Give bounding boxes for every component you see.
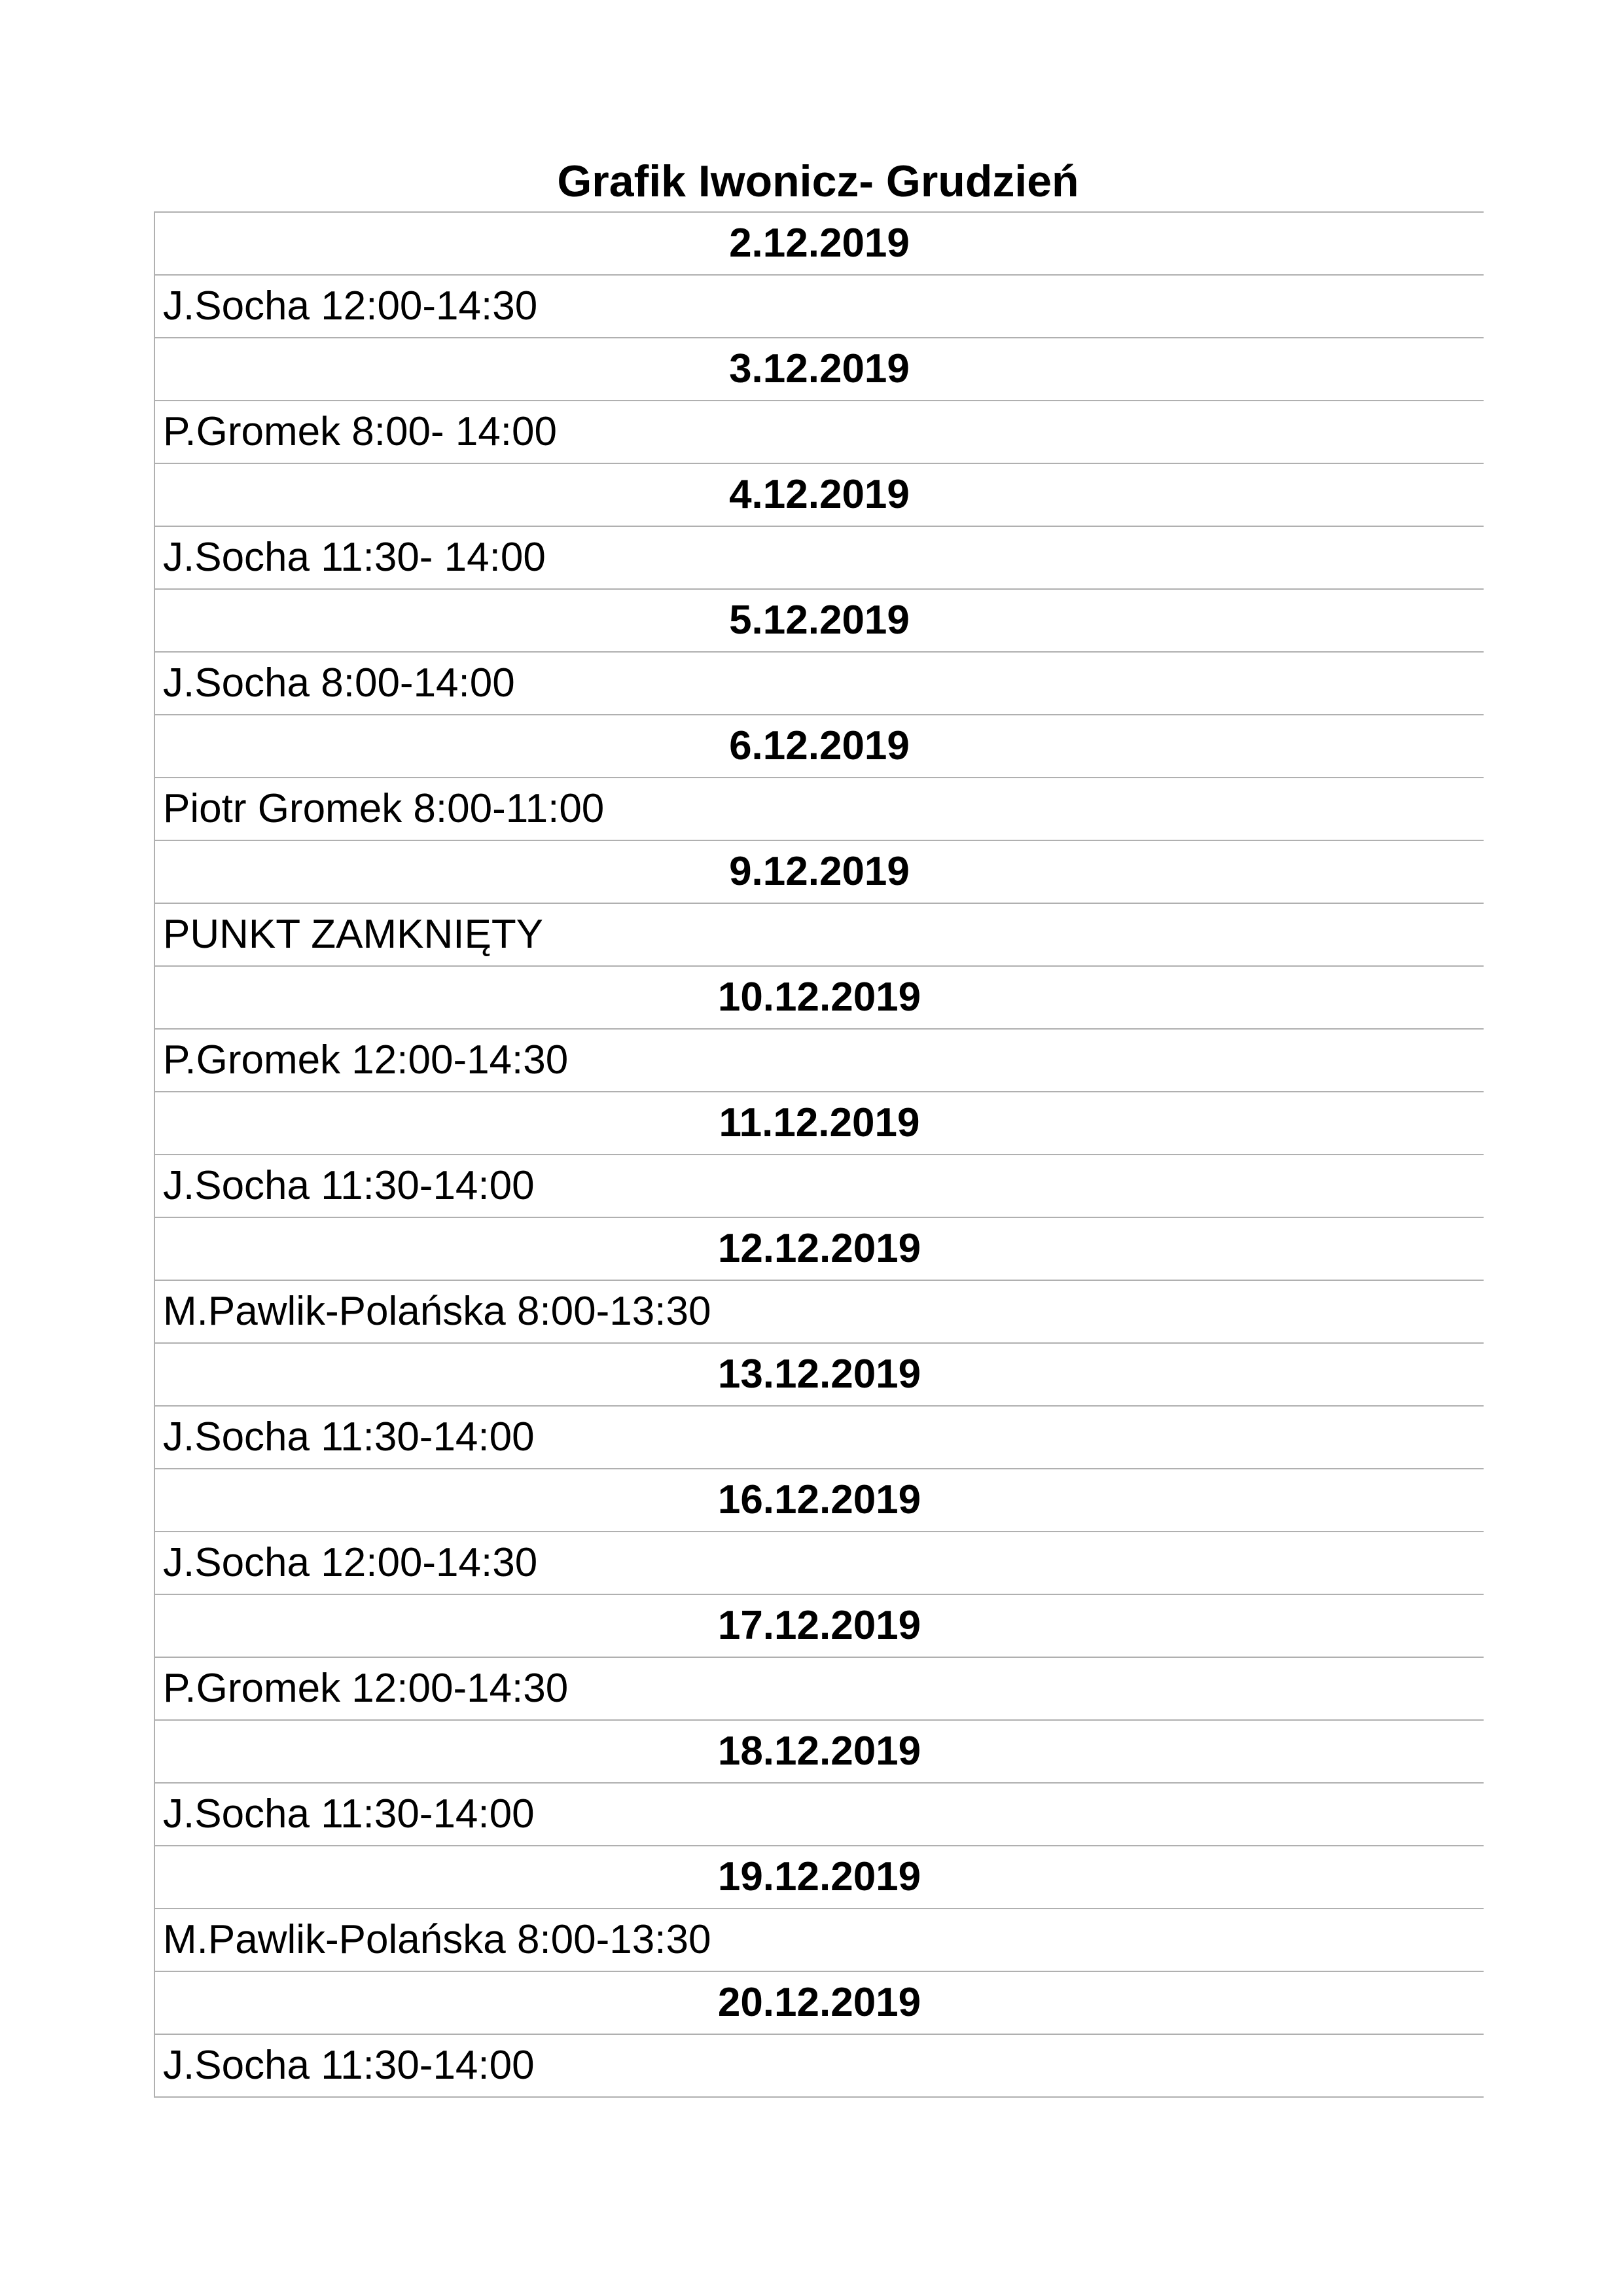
entry-row: P.Gromek 12:00-14:30 (155, 1030, 1484, 1092)
entry-row: PUNKT ZAMKNIĘTY (155, 904, 1484, 967)
date-row: 13.12.2019 (155, 1344, 1484, 1407)
entry-row: M.Pawlik-Polańska 8:00-13:30 (155, 1909, 1484, 1972)
date-row: 19.12.2019 (155, 1846, 1484, 1909)
date-row: 12.12.2019 (155, 1218, 1484, 1281)
date-row: 10.12.2019 (155, 967, 1484, 1030)
entry-row: P.Gromek 8:00- 14:00 (155, 401, 1484, 464)
entry-row: J.Socha 11:30-14:00 (155, 1155, 1484, 1218)
entry-row: J.Socha 11:30- 14:00 (155, 527, 1484, 590)
date-row: 16.12.2019 (155, 1469, 1484, 1532)
date-row: 18.12.2019 (155, 1721, 1484, 1784)
date-row: 5.12.2019 (155, 590, 1484, 653)
date-row: 4.12.2019 (155, 464, 1484, 527)
entry-row: J.Socha 11:30-14:00 (155, 1784, 1484, 1846)
entry-row: M.Pawlik-Polańska 8:00-13:30 (155, 1281, 1484, 1344)
date-row: 3.12.2019 (155, 338, 1484, 401)
entry-row: P.Gromek 12:00-14:30 (155, 1658, 1484, 1721)
date-row: 17.12.2019 (155, 1595, 1484, 1658)
page-title: Grafik Iwonicz- Grudzień (557, 156, 1079, 206)
entry-row: J.Socha 11:30-14:00 (155, 2035, 1484, 2098)
date-row: 6.12.2019 (155, 715, 1484, 778)
entry-row: J.Socha 12:00-14:30 (155, 276, 1484, 338)
date-row: 11.12.2019 (155, 1092, 1484, 1155)
entry-row: J.Socha 11:30-14:00 (155, 1407, 1484, 1469)
entry-row: Piotr Gromek 8:00-11:00 (155, 778, 1484, 841)
entry-row: J.Socha 12:00-14:30 (155, 1532, 1484, 1595)
date-row: 20.12.2019 (155, 1972, 1484, 2035)
date-row: 2.12.2019 (155, 213, 1484, 276)
entry-row: J.Socha 8:00-14:00 (155, 653, 1484, 715)
schedule-table (154, 211, 1484, 2098)
date-row: 9.12.2019 (155, 841, 1484, 904)
